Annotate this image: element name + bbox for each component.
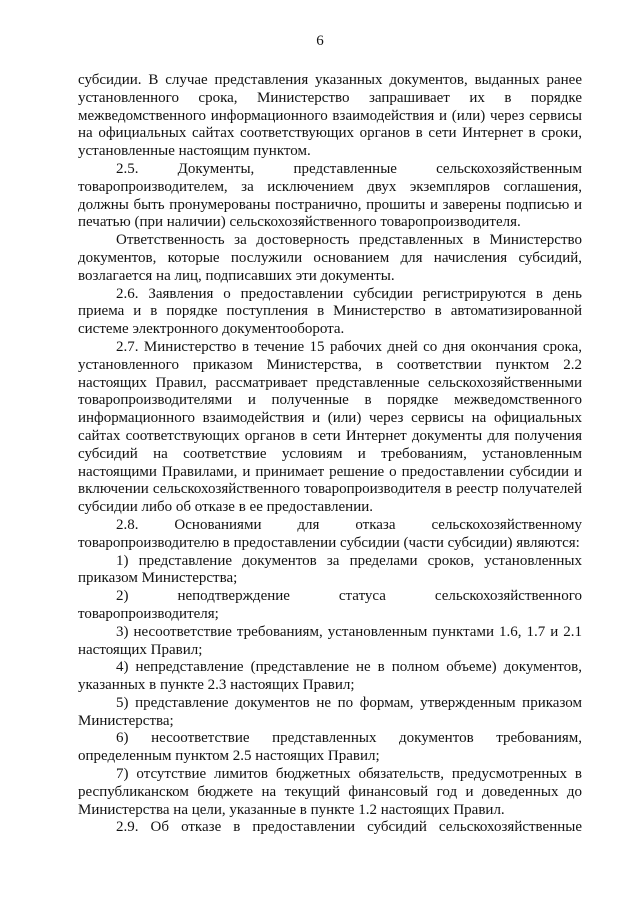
- page-number: 6: [316, 33, 324, 49]
- paragraph-2-9: 2.9. Об отказе в предоставлении субсидий сельскохозяйственные: [116, 819, 582, 836]
- list-item-2: 2) неподтверждение статуса сельскохозяйственного товаропроизводителя;: [78, 588, 582, 622]
- paragraph-continuation: субсидии. В случае представления указанных документов, выданных ранее установленного срока, Министерство запрашивает их в порядке межведомственного информационного взаимодействия и (или) через сервисы на официальных сайтах соответствующих органов в сети Интернет в сроки, установленные настоящим пунктом.: [78, 72, 582, 160]
- paragraph-2-8: 2.8. Основаниями для отказа сельскохозяйственному товаропроизводителю в предоставлении субсидии (части субсидии) являются:: [78, 516, 582, 551]
- list-item-3: 3) несоответствие требованиям, установленным пунктами 1.6, 1.7 и 2.1 настоящих Правил;: [78, 623, 582, 658]
- list-item-1: 1) представление документов за пределами сроков, установленных приказом Министерства;: [78, 552, 582, 587]
- document-body: [78, 72, 582, 837]
- paragraph-2-6: 2.6. Заявления о предоставлении субсидии регистрируются в день приема и в порядке поступления в Министерство в автоматизированной системе электронного документооборота.: [78, 285, 582, 338]
- paragraph-2-5: 2.5. Документы, представленные сельскохозяйственным товаропроизводителем, за исключением двух экземпляров соглашения, должны быть пронумерованы постранично, прошиты и заверены подписью и печатью (при наличии) сельскохозяйственного товаропроизводителя.: [78, 160, 582, 231]
- paragraph-responsibility: Ответственность за достоверность представленных в Министерство документов, которые послужили основанием для начисления субсидий, возлагается на лиц, подписавших эти документы.: [78, 232, 582, 284]
- list-item-6: 6) несоответствие представленных документов требованиям, определенным пунктом 2.5 настоящих Правил;: [78, 730, 582, 765]
- list-item-7: 7) отсутствие лимитов бюджетных обязательств, предусмотренных в республиканском бюджете на текущий финансовый год и доведенных до Министерства на цели, указанные в пункте 1.2 настоящих Правил.: [78, 766, 582, 818]
- list-item-5: 5) представление документов не по формам, утвержденным приказом Министерства;: [78, 694, 582, 729]
- list-item-4: 4) непредставление (представление не в полном объеме) документов, указанных в пункте 2.3 настоящих Правил;: [78, 659, 582, 694]
- paragraph-2-7: 2.7. Министерство в течение 15 рабочих дней со дня окончания срока, установленного приказом Министерства, в соответствии пунктом 2.2 настоящих Правил, рассматривает представленные сельскохозяйственными товаропроизводителями и полученные в порядке межведомственного информационного взаимодействия и (или) через сервисы на официальных сайтах соответствующих органов в сети Интернет документы для получения субсидий на соответствие условиям и требованиям, установленным настоящими Правилами, и принимает решение о предоставлении субсидии и включении сельскохозяйственного товаропроизводителя в реестр получателей субсидии либо об отказе в ее предоставлении.: [78, 338, 582, 516]
